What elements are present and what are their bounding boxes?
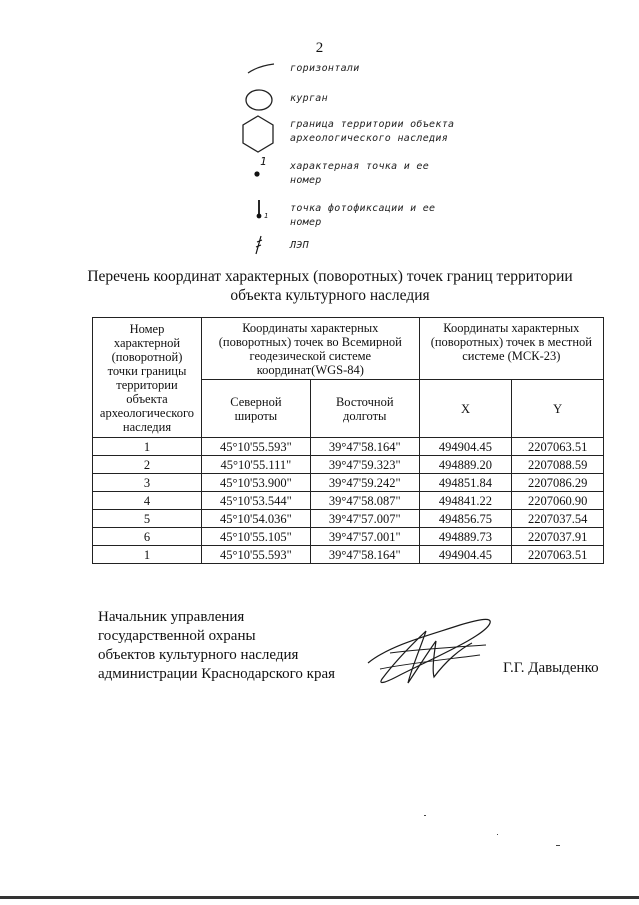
marker-label: 1 xyxy=(260,155,267,168)
contour-line-icon xyxy=(246,62,276,76)
table-row xyxy=(93,456,604,474)
power-line-icon xyxy=(252,234,266,256)
cell-y: 2207086.29 xyxy=(512,474,604,492)
header-x: X xyxy=(419,380,512,438)
cell-x: 494889.73 xyxy=(419,528,512,546)
position-line: Начальник управления xyxy=(98,609,245,625)
cell-lon: 39°47'57.007" xyxy=(310,510,419,528)
cell-lat: 45°10'55.111" xyxy=(201,456,310,474)
handwritten-signature xyxy=(360,605,500,695)
cell-number: 6 xyxy=(93,528,202,546)
cell-y: 2207037.54 xyxy=(512,510,604,528)
table-row xyxy=(93,510,604,528)
cell-y: 2207088.59 xyxy=(512,456,604,474)
cell-x: 494841.22 xyxy=(419,492,512,510)
ellipse-icon xyxy=(243,88,275,112)
signatory-name: Г.Г. Давыденко xyxy=(503,660,599,676)
cell-lat: 45°10'55.593" xyxy=(201,438,310,456)
cell-lon: 39°47'58.164" xyxy=(310,546,419,564)
table-row xyxy=(93,438,604,456)
coordinates-table xyxy=(92,317,604,564)
header-y: Y xyxy=(512,380,604,438)
position-line: государственной охраны xyxy=(98,628,256,644)
legend-label: ЛЭП xyxy=(290,240,309,251)
cell-lat: 45°10'55.105" xyxy=(201,528,310,546)
header-point-number: Номер характерной (поворотной) точки границы территории объекта археологического наследия xyxy=(93,318,202,438)
table-row xyxy=(93,492,604,510)
cell-x: 494904.45 xyxy=(419,438,512,456)
legend-item xyxy=(0,234,639,264)
cell-lat: 45°10'54.036" xyxy=(201,510,310,528)
legend-item xyxy=(0,114,639,158)
cell-y: 2207060.90 xyxy=(512,492,604,510)
cell-lon: 39°47'59.242" xyxy=(310,474,419,492)
signatory-position xyxy=(98,608,335,684)
scan-speck xyxy=(497,834,498,835)
cell-number: 4 xyxy=(93,492,202,510)
document-title: Перечень координат характерных (поворотных) точек границ территории объекта культурного наследия xyxy=(87,268,573,304)
legend-item xyxy=(0,154,639,190)
cell-x: 494889.20 xyxy=(419,456,512,474)
cell-number: 1 xyxy=(93,438,202,456)
legend-label: граница территории объекта археологического наследия xyxy=(290,119,455,144)
legend-label: точка фотофиксации и ее номер xyxy=(290,203,436,228)
legend-label: характерная точка и ее номер xyxy=(290,161,430,186)
cell-y: 2207063.51 xyxy=(512,438,604,456)
cell-x: 494856.75 xyxy=(419,510,512,528)
legend-item xyxy=(0,60,639,90)
cell-lon: 39°47'58.164" xyxy=(310,438,419,456)
header-wgs: Координаты характерных (поворотных) точек во Всемирной геодезической системе координат(WGS-84) xyxy=(201,318,419,380)
legend-label: горизонтали xyxy=(290,63,360,74)
legend-label: курган xyxy=(290,93,328,104)
cell-lat: 45°10'53.900" xyxy=(201,474,310,492)
cell-lon: 39°47'57.001" xyxy=(310,528,419,546)
scan-edge xyxy=(0,896,639,899)
scan-speck xyxy=(556,845,560,846)
marker-label: 1 xyxy=(264,212,269,220)
header-msk: Координаты характерных (поворотных) точек в местной системе (МСК-23) xyxy=(419,318,603,380)
cell-number: 2 xyxy=(93,456,202,474)
cell-number: 5 xyxy=(93,510,202,528)
cell-number: 3 xyxy=(93,474,202,492)
table-row xyxy=(93,546,604,564)
table-row xyxy=(93,474,604,492)
photo-point-icon xyxy=(254,198,272,222)
cell-x: 494851.84 xyxy=(419,474,512,492)
header-east: Восточной долготы xyxy=(310,380,419,438)
header-north: Северной широты xyxy=(201,380,310,438)
cell-number: 1 xyxy=(93,546,202,564)
scan-speck xyxy=(424,815,426,816)
position-line: администрации Краснодарского края xyxy=(98,666,336,682)
hexagon-icon xyxy=(240,114,276,154)
page-number: 2 xyxy=(315,40,324,56)
legend-item xyxy=(0,198,639,234)
point-dot-icon xyxy=(250,154,270,180)
cell-lat: 45°10'53.544" xyxy=(201,492,310,510)
cell-lon: 39°47'58.087" xyxy=(310,492,419,510)
cell-lon: 39°47'59.323" xyxy=(310,456,419,474)
table-row xyxy=(93,528,604,546)
cell-y: 2207063.51 xyxy=(512,546,604,564)
cell-lat: 45°10'55.593" xyxy=(201,546,310,564)
cell-x: 494904.45 xyxy=(419,546,512,564)
position-line: объектов культурного наследия xyxy=(98,647,299,663)
cell-y: 2207037.91 xyxy=(512,528,604,546)
